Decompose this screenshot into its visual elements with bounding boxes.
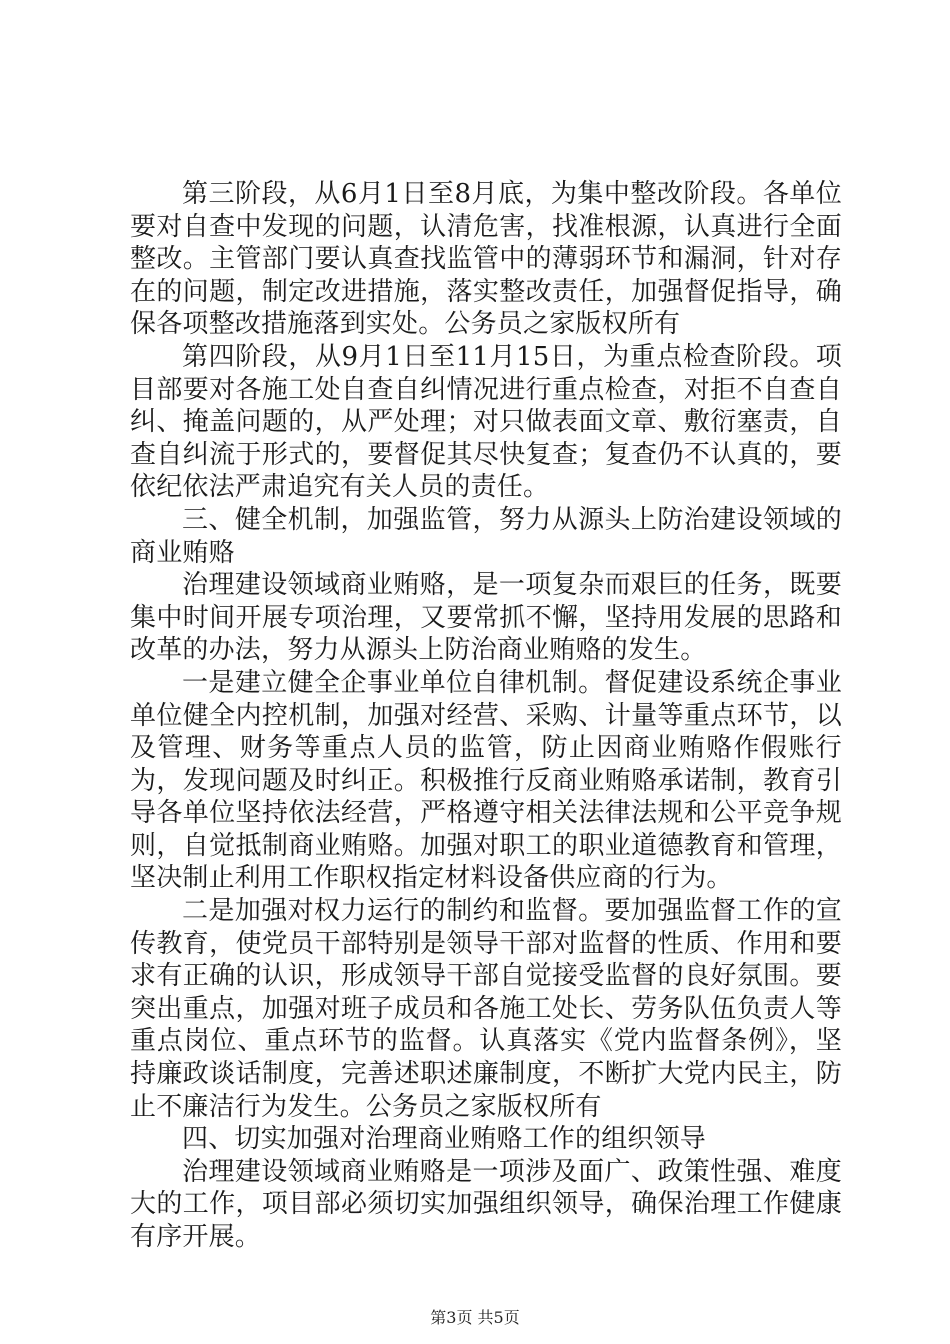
section-heading-four: 四、切实加强对治理商业贿赂工作的组织领导 — [182, 1124, 707, 1155]
paragraph-stage-four: 第四阶段，从9月1日至11月15日，为重点检查阶段。项目部要对各施工处自查自纠情况进行重点检查，对拒不自查自纠、掩盖问题的，从严处理；对只做表面文章、敷衍塞责，自查自纠流于形式的，要督促其尽快复查；复查仍不认真的，要依纪依法严肃追究有关人员的责任。 — [130, 341, 842, 503]
paragraph-power-supervision: 二是加强对权力运行的制约和监督。要加强监督工作的宣传教育，使党员干部特别是领导干部对监督的性质、作用和要求有正确的认识，形成领导干部自觉接受监督的良好氛围。要突出重点，加强对班子成员和各施工处长、劳务队伍负责人等重点岗位、重点环节的监督。认真落实《党内监督条例》，坚持廉政谈话制度，完善述职述廉制度，不断扩大党内民主，防止不廉洁行为发生。公务员之家版权所有 — [130, 896, 842, 1122]
document-body — [130, 178, 842, 1254]
paragraph-governance-task: 治理建设领域商业贿赂，是一项复杂而艰巨的任务，既要集中时间开展专项治理，又要常抓不懈，坚持用发展的思路和改革的办法，努力从源头上防治商业贿赂的发生。 — [130, 570, 842, 666]
paragraph-stage-three: 第三阶段，从6月1日至8月底，为集中整改阶段。各单位要对自查中发现的问题，认清危害，找准根源，认真进行全面整改。主管部门要认真查找监管中的薄弱环节和漏洞，针对存在的问题，制定改进措施，落实整改责任，加强督促指导，确保各项整改措施落到实处。公务员之家版权所有 — [130, 179, 842, 340]
paragraph-leadership: 治理建设领域商业贿赂是一项涉及面广、政策性强、难度大的工作，项目部必须切实加强组织领导，确保治理工作健康有序开展。 — [130, 1156, 842, 1252]
page-footer: 第3页 共5页 — [430, 1308, 520, 1327]
paragraph-self-discipline: 一是建立健全企事业单位自律机制。督促建设系统企事业单位健全内控机制，加强对经营、采购、计量等重点环节，以及管理、财务等重点人员的监管，防止因商业贿赂作假账行为，发现问题及时纠正。积极推行反商业贿赂承诺制，教育引导各单位坚持依法经营，严格遵守相关法律法规和公平竞争规则，自觉抵制商业贿赂。加强对职工的职业道德教育和管理，坚决制止利用工作职权指定材料设备供应商的行为。 — [130, 667, 842, 894]
section-heading-three: 三、健全机制，加强监管，努力从源头上防治建设领域的商业贿赂 — [130, 504, 842, 568]
